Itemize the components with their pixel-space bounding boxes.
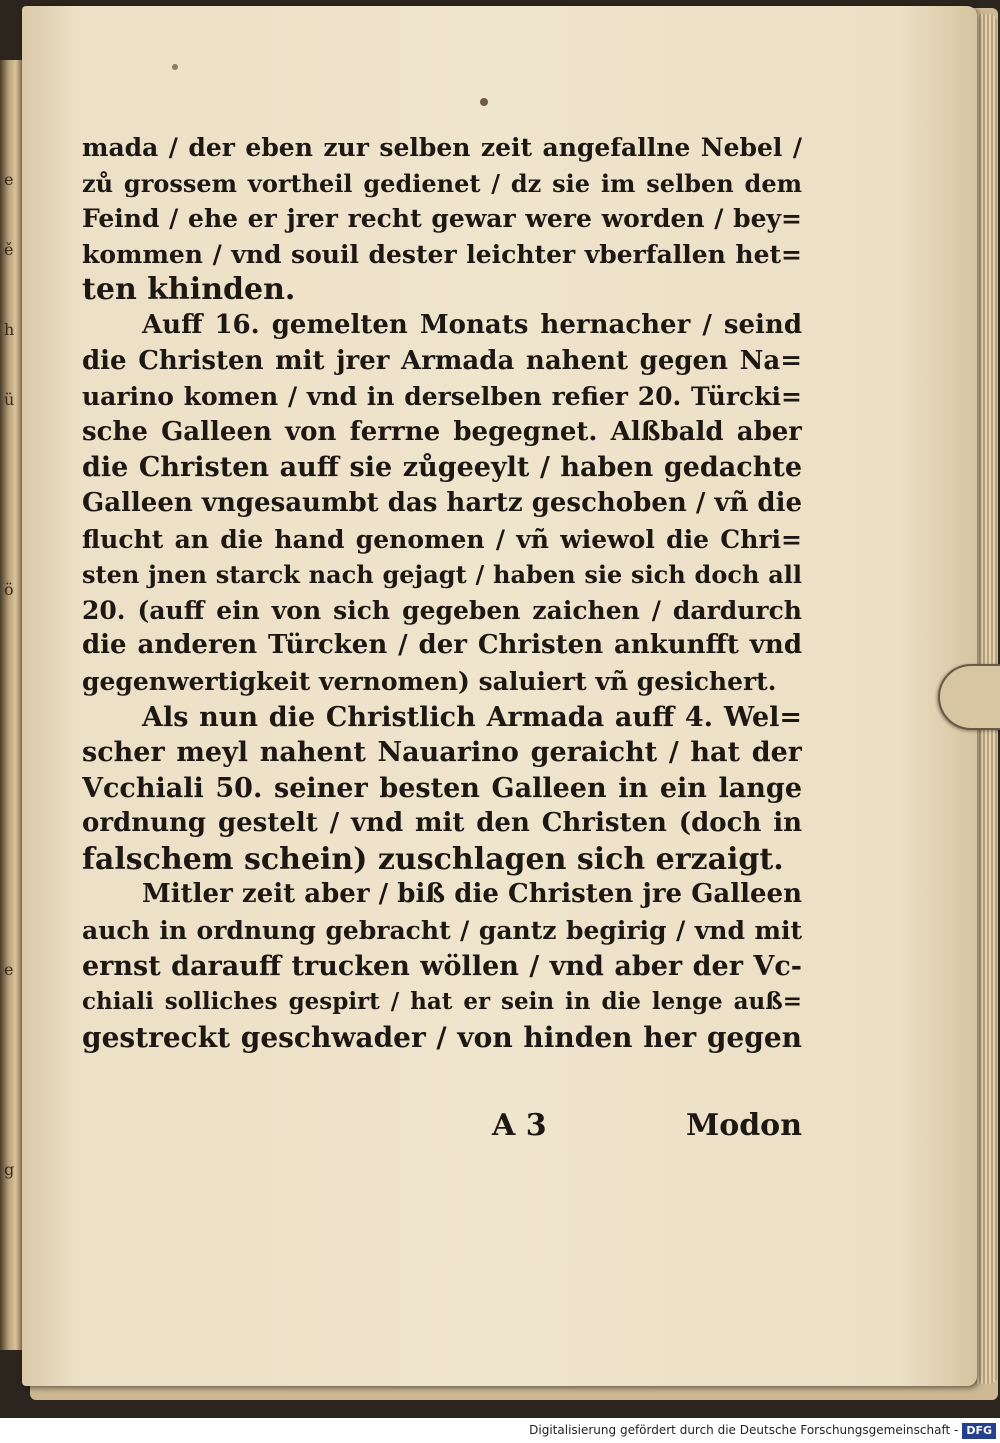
text-line: ordnung gestelt / vnd mit den Christen (doch in	[82, 808, 802, 839]
text-line: zů grossem vortheil gedienet / dz sie im selben dem	[82, 168, 802, 198]
text-line: sche Galleen von ferrne begegnet. Alßbald aber	[82, 416, 802, 447]
text-line: Als nun die Christlich Armada auff 4. Wel=	[142, 701, 802, 733]
dfg-logo-icon: DFG	[962, 1423, 996, 1439]
margin-glyph: h	[4, 320, 15, 339]
margin-glyph: ö	[4, 580, 14, 599]
margin-glyph: e	[4, 170, 14, 189]
text-line: Mitler zeit aber / biß die Christen jre Galleen	[142, 879, 802, 910]
page-body-text	[82, 130, 802, 1055]
page-tab	[938, 664, 1000, 730]
text-line: flucht an die hand genomen / vñ wiewol die Chri=	[82, 524, 802, 554]
text-line: auch in ordnung gebracht / gantz begirig / vnd mit	[82, 916, 802, 946]
text-line: Galleen vngesaumbt das hartz geschoben / vñ die	[82, 487, 802, 518]
text-line: Feind / ehe er jrer recht gewar were worden / bey=	[82, 204, 802, 234]
ink-speck	[172, 64, 178, 70]
text-line: uarino komen / vnd in derselben refier 20. Türcki=	[82, 382, 802, 412]
text-line: scher meyl nahent Nauarino geraicht / hat der	[82, 737, 802, 769]
catchword: Modon	[685, 1108, 802, 1143]
text-line: gestreckt geschwader / von hinden her gegen	[82, 1020, 802, 1054]
margin-glyph: ü	[4, 390, 15, 409]
text-line: Vcchiali 50. seiner besten Galleen in ein lange	[82, 772, 802, 804]
text-line: falschem schein) zuschlagen sich erzaigt.	[82, 841, 784, 877]
text-line: ten khinden.	[82, 272, 296, 308]
ink-speck	[480, 98, 488, 106]
margin-glyph: g	[4, 1160, 15, 1179]
text-line: kommen / vnd souil dester leichter vberfallen het=	[82, 239, 802, 269]
text-line: sten jnen starck nach gejagt / haben sie sich doch all	[82, 560, 802, 590]
text-line: Auff 16. gemelten Monats hernacher / seind	[142, 309, 802, 340]
text-line: gegenwertigkeit vernomen) saluiert vñ gesichert.	[82, 666, 777, 696]
credit-text: Digitalisierung gefördert durch die Deutsche Forschungsgemeinschaft -	[529, 1423, 959, 1437]
text-line: die anderen Türcken / der Christen ankunfft vnd	[82, 630, 802, 661]
adjacent-page-edge	[0, 60, 22, 1350]
text-line: ernst darauff trucken wöllen / vnd aber der Vc-	[82, 950, 802, 982]
text-line: chiali solliches gespirt / hat er sein in die lenge auß=	[82, 988, 802, 1016]
text-line: die Christen auff sie zůgeeylt / haben gedachte	[82, 452, 802, 484]
digitization-credit-bar	[0, 1418, 1000, 1443]
margin-glyph: e	[4, 960, 14, 979]
text-line: 20. (auff ein von sich gegeben zaichen / dardurch	[82, 595, 802, 625]
signature-mark: A 3	[492, 1108, 547, 1143]
margin-glyph: ě	[4, 240, 14, 259]
text-line: die Christen mit jrer Armada nahent gegen Na=	[82, 345, 802, 376]
page-footer	[82, 1108, 802, 1148]
text-line: mada / der eben zur selben zeit angefallne Nebel /	[82, 133, 802, 162]
